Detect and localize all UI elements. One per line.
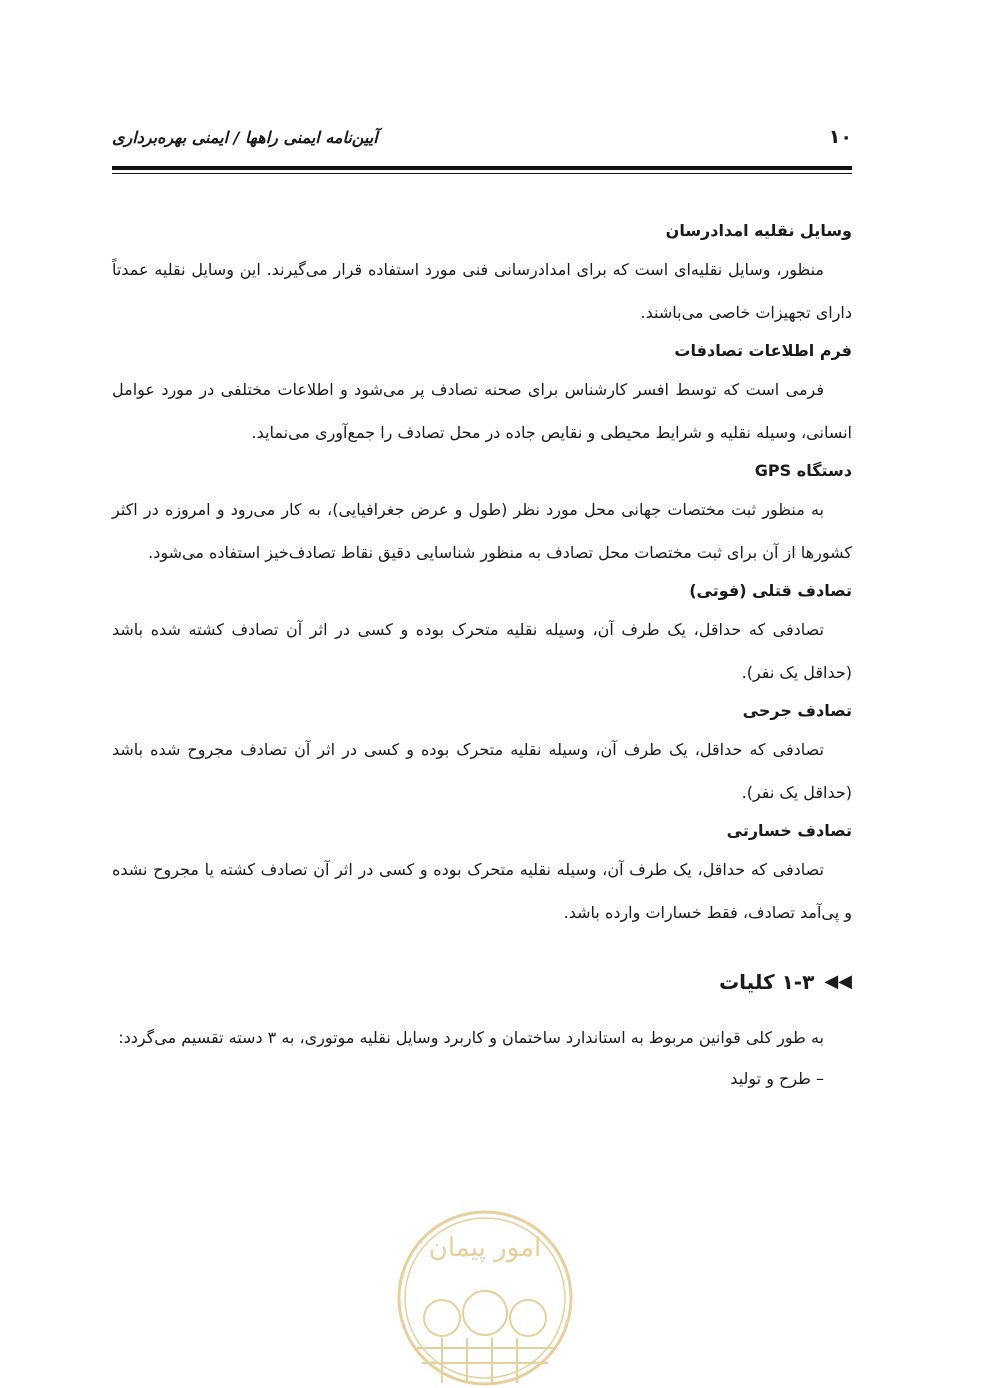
term-definition: تصادفی که حداقل، یک طرف آن، وسیله نقلیه متحرک بوده و کسی در اثر آن تصادف مجروح شده باشد (حداقل یک نفر). [112,740,852,802]
running-title: آیین‌نامه ایمنی راهها / ایمنی بهره‌برداری [112,128,378,147]
section-heading [112,962,852,1002]
term-heading: دستگاه GPS [754,461,852,480]
watermark-logo [392,1198,578,1388]
term-definition: منظور، وسایل نقلیه‌ای است که برای امدادرسانی فنی مورد استفاده قرار می‌گیرند. این وسایل نقلیه عمدتاً دارای تجهیزات خاصی می‌باشند. [112,260,852,322]
term-heading: تصادف خسارتی [726,821,852,840]
double-arrow-icon: ◀◀ [824,971,852,992]
term-definition: تصادفی که حداقل، یک طرف آن، وسیله نقلیه متحرک بوده و کسی در اثر آن تصادف کشته یا مجروح نشده و پی‌آمد تصادف، فقط خسارات وارده باشد. [112,860,852,922]
page-header [112,124,852,158]
term-definition: فرمی است که توسط افسر کارشناس برای صحنه تصادف پر می‌شود و اطلاعات مختلفی در مورد عوامل انسانی، وسیله نقلیه و شرایط محیطی و نقایص جاده در محل تصادف را جمع‌آوری می‌نماید. [112,380,852,442]
section-title: ۱-۳ کلیات [719,970,815,994]
term-definition: به منظور ثبت مختصات جهانی محل مورد نظر (طول و عرض جغرافیایی)، به کار می‌رود و امروزه در اکثر کشورها از آن برای ثبت مختصات محل تصادف به منظور شناسایی دقیق نقاط تصادف‌خیز استفاده می‌شود. [112,500,852,562]
list-item: – طرح و تولید [730,1069,824,1088]
section-intro: به طور کلی قوانین مربوط به استاندارد ساختمان و کاربرد وسایل نقلیه موتوری، به ۳ دسته تقسیم می‌گردد: [118,1028,824,1047]
term-heading: وسایل نقلیه امدادرسان [665,221,852,240]
term-heading: تصادف جرحی [742,701,852,720]
header-rule-thin [112,173,852,174]
watermark-text: امور پیمان [428,1233,542,1263]
term-definition: تصادفی که حداقل، یک طرف آن، وسیله نقلیه متحرک بوده و کسی در اثر آن تصادف کشته شده باشد (حداقل یک نفر). [112,620,852,682]
page-content [112,214,852,1099]
page-number: ۱۰ [828,126,852,148]
term-heading: فرم اطلاعات تصادفات [674,341,852,360]
term-heading: تصادف قتلی (فوتی) [689,581,852,600]
header-rule-thick [112,166,852,170]
